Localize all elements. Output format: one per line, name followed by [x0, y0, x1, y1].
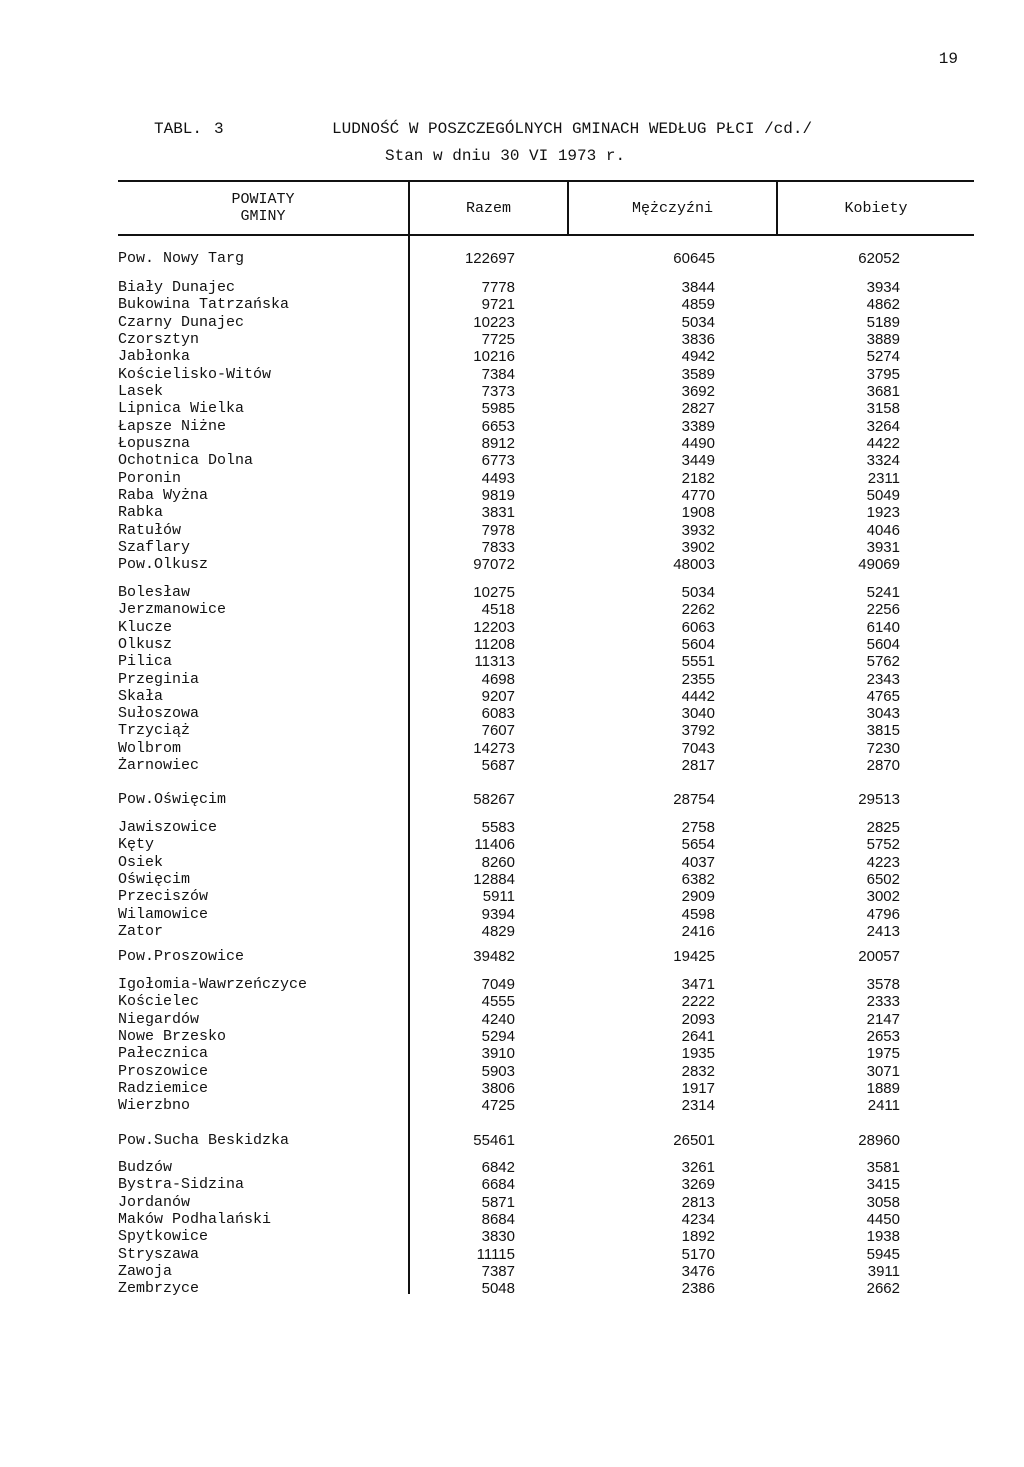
razem-value: 7049 — [481, 976, 515, 993]
razem-value: 7725 — [481, 330, 515, 348]
gmina-name: Poronin — [118, 469, 182, 487]
gmina-row — [0, 487, 1024, 504]
kobiety-value: 3058 — [866, 1193, 900, 1211]
gmina-name: Biały Dunajec — [118, 279, 236, 296]
gmina-name: Trzyciąż — [118, 722, 191, 740]
mezczyzni-value: 26501 — [673, 1132, 715, 1149]
gmina-name: Osiek — [118, 853, 164, 871]
mezczyzni-value: 6063 — [681, 618, 715, 636]
razem-value: 11406 — [474, 836, 515, 854]
razem-value: 8684 — [481, 1210, 515, 1228]
razem-value: 11208 — [474, 635, 515, 653]
powiat-name: Pow.Oświęcim — [118, 791, 227, 808]
gmina-row — [0, 348, 1024, 365]
mezczyzni-value: 2222 — [681, 993, 715, 1011]
gmina-row — [0, 1045, 1024, 1062]
razem-value: 4829 — [481, 922, 515, 940]
kobiety-value: 2413 — [866, 922, 900, 940]
gmina-row — [0, 522, 1024, 539]
kobiety-value: 3581 — [866, 1159, 900, 1176]
razem-value: 11313 — [474, 653, 515, 671]
kobiety-value: 3578 — [866, 976, 900, 993]
mezczyzni-value: 2813 — [681, 1193, 715, 1211]
razem-value: 4493 — [481, 469, 515, 487]
gmina-name: Zembrzyce — [118, 1280, 200, 1298]
table-number: 3 — [214, 120, 224, 138]
razem-value: 6083 — [481, 705, 515, 723]
razem-value: 9394 — [481, 905, 515, 923]
mezczyzni-value: 2827 — [681, 400, 715, 418]
razem-value: 7373 — [481, 382, 515, 400]
gmina-name: Kościelisko-Witów — [118, 365, 272, 383]
gmina-row — [0, 688, 1024, 705]
razem-value: 12884 — [473, 870, 515, 888]
gmina-name: Rabka — [118, 504, 164, 522]
kobiety-value: 2662 — [866, 1280, 900, 1298]
kobiety-value: 4862 — [866, 296, 900, 314]
powiat-name: Pow.Sucha Beskidzka — [118, 1132, 290, 1149]
gmina-name: Bukowina Tatrzańska — [118, 296, 290, 314]
mezczyzni-value: 4770 — [681, 486, 715, 504]
mezczyzni-value: 3902 — [681, 538, 715, 556]
gmina-name: Wierzbno — [118, 1097, 191, 1115]
gmina-row — [0, 504, 1024, 521]
razem-value: 55461 — [473, 1132, 515, 1149]
gmina-name: Czarny Dunajec — [118, 313, 245, 331]
razem-value: 58267 — [473, 791, 515, 808]
gmina-name: Jerzmanowice — [118, 601, 227, 619]
gmina-name: Skała — [118, 687, 164, 705]
razem-value: 9721 — [481, 296, 515, 314]
mezczyzni-value: 3932 — [681, 521, 715, 539]
razem-value: 3830 — [481, 1228, 515, 1246]
kobiety-value: 3002 — [866, 888, 900, 906]
gmina-row — [0, 740, 1024, 757]
mezczyzni-value: 3836 — [681, 330, 715, 348]
gmina-name: Niegardów — [118, 1010, 200, 1028]
razem-value: 6773 — [481, 452, 515, 470]
gmina-row — [0, 601, 1024, 618]
gmina-row — [0, 584, 1024, 601]
gmina-name: Przeciszów — [118, 888, 209, 906]
powiat-name: Pow.Proszowice — [118, 948, 245, 965]
razem-value: 11115 — [476, 1245, 515, 1263]
mezczyzni-value: 2386 — [681, 1280, 715, 1298]
mezczyzni-value: 3389 — [681, 417, 715, 435]
gmina-row — [0, 1080, 1024, 1097]
razem-value: 12203 — [473, 618, 515, 636]
gmina-row — [0, 1263, 1024, 1280]
gmina-row — [0, 976, 1024, 993]
gmina-name: Kościelec — [118, 993, 200, 1011]
kobiety-value: 6502 — [866, 870, 900, 888]
gmina-row — [0, 1280, 1024, 1297]
razem-value: 39482 — [473, 948, 515, 965]
mezczyzni-value: 5034 — [681, 313, 715, 331]
gmina-name: Maków Podhalański — [118, 1210, 272, 1228]
razem-value: 5583 — [481, 819, 515, 836]
gmina-row — [0, 1097, 1024, 1114]
header-gminy: GMINY — [240, 208, 286, 225]
razem-value: 7607 — [481, 722, 515, 740]
kobiety-value: 28960 — [858, 1132, 900, 1149]
kobiety-value: 4422 — [866, 434, 900, 452]
mezczyzni-value: 1908 — [681, 504, 715, 522]
powiat-name: Pow.Olkusz — [118, 556, 209, 573]
razem-value: 4518 — [481, 601, 515, 619]
gmina-name: Czorsztyn — [118, 330, 200, 348]
gmina-name: Łopuszna — [118, 434, 191, 452]
kobiety-value: 1923 — [866, 504, 900, 522]
gmina-row — [0, 722, 1024, 739]
gmina-name: Ratułów — [118, 521, 182, 539]
mezczyzni-value: 28754 — [673, 791, 715, 808]
kobiety-value: 3889 — [866, 330, 900, 348]
kobiety-value: 20057 — [858, 948, 900, 965]
razem-value: 7833 — [481, 538, 515, 556]
gmina-name: Szaflary — [118, 538, 191, 556]
gmina-row — [0, 539, 1024, 556]
gmina-row — [0, 871, 1024, 888]
razem-value: 6684 — [481, 1176, 515, 1194]
gmina-row — [0, 653, 1024, 670]
mezczyzni-value: 4490 — [681, 434, 715, 452]
mezczyzni-value: 5654 — [681, 836, 715, 854]
gmina-name: Lipnica Wielka — [118, 400, 245, 418]
razem-value: 7387 — [481, 1262, 515, 1280]
razem-value: 5871 — [481, 1193, 515, 1211]
gmina-name: Radziemice — [118, 1079, 209, 1097]
header-mezczyzni: Mężczyźni — [631, 199, 713, 217]
kobiety-value: 2333 — [866, 993, 900, 1011]
mezczyzni-value: 5604 — [681, 635, 715, 653]
mezczyzni-value: 4442 — [681, 687, 715, 705]
gmina-name: Jabłonka — [118, 348, 191, 366]
razem-value: 10223 — [473, 313, 515, 331]
kobiety-value: 1975 — [866, 1045, 900, 1063]
razem-value: 3831 — [481, 504, 515, 522]
razem-value: 4240 — [481, 1010, 515, 1028]
gmina-name: Wolbrom — [118, 739, 182, 757]
kobiety-value: 5752 — [866, 836, 900, 854]
razem-value: 122697 — [464, 250, 515, 267]
mezczyzni-value: 3449 — [681, 452, 715, 470]
kobiety-value: 2411 — [867, 1097, 900, 1115]
mezczyzni-value: 3261 — [681, 1159, 715, 1176]
gmina-row — [0, 1176, 1024, 1193]
kobiety-value: 3158 — [866, 400, 900, 418]
gmina-row — [0, 452, 1024, 469]
kobiety-value: 5274 — [866, 348, 900, 366]
gmina-name: Budzów — [118, 1159, 173, 1176]
gmina-row — [0, 314, 1024, 331]
mezczyzni-value: 4942 — [681, 348, 715, 366]
gmina-row — [0, 470, 1024, 487]
kobiety-value: 2343 — [866, 670, 900, 688]
mezczyzni-value: 2093 — [681, 1010, 715, 1028]
gmina-name: Spytkowice — [118, 1228, 209, 1246]
kobiety-value: 4223 — [866, 853, 900, 871]
gmina-row — [0, 366, 1024, 383]
mezczyzni-value: 2182 — [681, 469, 715, 487]
kobiety-value: 2870 — [866, 757, 900, 774]
kobiety-value: 1889 — [866, 1079, 900, 1097]
gmina-name: Pałecznica — [118, 1045, 209, 1063]
gmina-row — [0, 331, 1024, 348]
razem-value: 3806 — [481, 1079, 515, 1097]
mezczyzni-value: 3040 — [681, 705, 715, 723]
gmina-name: Bystra-Sidzina — [118, 1176, 245, 1194]
gmina-name: Olkusz — [118, 635, 173, 653]
mezczyzni-value: 2758 — [681, 819, 715, 836]
kobiety-value: 2147 — [866, 1010, 900, 1028]
kobiety-value: 3795 — [866, 365, 900, 383]
kobiety-value: 2653 — [866, 1027, 900, 1045]
gmina-name: Igołomia-Wawrzeńczyce — [118, 976, 308, 993]
gmina-name: Nowe Brzesko — [118, 1027, 227, 1045]
kobiety-value: 2311 — [867, 469, 900, 487]
gmina-name: Kęty — [118, 836, 155, 854]
gmina-row — [0, 1228, 1024, 1245]
kobiety-value: 3071 — [866, 1062, 900, 1080]
razem-value: 4725 — [481, 1097, 515, 1115]
kobiety-value: 49069 — [858, 556, 900, 573]
powiat-row — [0, 1132, 1024, 1149]
mezczyzni-value: 2832 — [681, 1062, 715, 1080]
gmina-row — [0, 383, 1024, 400]
razem-value: 10275 — [473, 584, 515, 601]
mezczyzni-value: 2909 — [681, 888, 715, 906]
gmina-row — [0, 1211, 1024, 1228]
kobiety-value: 6140 — [866, 618, 900, 636]
powiat-row — [0, 948, 1024, 965]
kobiety-value: 3934 — [866, 279, 900, 296]
page-number: 19 — [938, 50, 958, 68]
kobiety-value: 4765 — [866, 687, 900, 705]
gmina-row — [0, 400, 1024, 417]
mezczyzni-value: 3471 — [681, 976, 715, 993]
mezczyzni-value: 3476 — [681, 1262, 715, 1280]
kobiety-value: 5049 — [866, 486, 900, 504]
mezczyzni-value: 2817 — [681, 757, 715, 774]
gmina-row — [0, 435, 1024, 452]
kobiety-value: 29513 — [858, 791, 900, 808]
header-razem: Razem — [465, 199, 511, 217]
mezczyzni-value: 48003 — [673, 556, 715, 573]
mezczyzni-value: 2355 — [681, 670, 715, 688]
mezczyzni-value: 5034 — [681, 584, 715, 601]
kobiety-value: 3681 — [866, 382, 900, 400]
kobiety-value: 3324 — [866, 452, 900, 470]
kobiety-value: 5762 — [866, 653, 900, 671]
gmina-row — [0, 705, 1024, 722]
razem-value: 7978 — [481, 521, 515, 539]
mezczyzni-value: 2314 — [681, 1097, 715, 1115]
gmina-name: Żarnowiec — [118, 757, 200, 774]
gmina-row — [0, 923, 1024, 940]
razem-value: 3910 — [481, 1045, 515, 1063]
gmina-row — [0, 1028, 1024, 1045]
razem-value: 5048 — [481, 1280, 515, 1298]
mezczyzni-value: 7043 — [681, 739, 715, 757]
gmina-name: Bolesław — [118, 584, 191, 601]
gmina-row — [0, 1063, 1024, 1080]
razem-value: 8260 — [481, 853, 515, 871]
gmina-row — [0, 993, 1024, 1010]
gmina-name: Przeginia — [118, 670, 200, 688]
gmina-row — [0, 418, 1024, 435]
mezczyzni-value: 1892 — [681, 1228, 715, 1246]
mezczyzni-value: 4598 — [681, 905, 715, 923]
gmina-name: Zawoja — [118, 1262, 173, 1280]
razem-value: 9819 — [481, 486, 515, 504]
razem-value: 10216 — [473, 348, 515, 366]
mezczyzni-value: 3692 — [681, 382, 715, 400]
header-powiaty: POWIATY — [231, 191, 295, 208]
gmina-name: Raba Wyżna — [118, 486, 209, 504]
gmina-row — [0, 906, 1024, 923]
mezczyzni-value: 1935 — [681, 1045, 715, 1063]
razem-value: 5903 — [481, 1062, 515, 1080]
mezczyzni-value: 2262 — [681, 601, 715, 619]
table-subtitle: Stan w dniu 30 VI 1973 r. — [385, 147, 626, 165]
gmina-row — [0, 888, 1024, 905]
kobiety-value: 2825 — [866, 819, 900, 836]
kobiety-value: 5604 — [866, 635, 900, 653]
kobiety-value: 7230 — [866, 739, 900, 757]
gmina-name: Jordanów — [118, 1193, 191, 1211]
kobiety-value: 3415 — [866, 1176, 900, 1194]
mezczyzni-value: 3844 — [681, 279, 715, 296]
mezczyzni-value: 4234 — [681, 1210, 715, 1228]
mezczyzni-value: 5170 — [681, 1245, 715, 1263]
kobiety-value: 4046 — [866, 521, 900, 539]
mezczyzni-value: 4037 — [681, 853, 715, 871]
gmina-row — [0, 819, 1024, 836]
kobiety-value: 3043 — [866, 705, 900, 723]
gmina-row — [0, 619, 1024, 636]
kobiety-value: 62052 — [858, 250, 900, 267]
mezczyzni-value: 5551 — [681, 653, 715, 671]
razem-value: 6842 — [481, 1159, 515, 1176]
gmina-name: Oświęcim — [118, 870, 191, 888]
gmina-name: Jawiszowice — [118, 819, 218, 836]
razem-value: 97072 — [473, 556, 515, 573]
gmina-name: Sułoszowa — [118, 705, 200, 723]
razem-value: 14273 — [473, 739, 515, 757]
gmina-row — [0, 757, 1024, 774]
gmina-row — [0, 279, 1024, 296]
kobiety-value: 3264 — [866, 417, 900, 435]
kobiety-value: 4450 — [866, 1210, 900, 1228]
gmina-name: Pilica — [118, 653, 173, 671]
razem-value: 5687 — [481, 757, 515, 774]
razem-value: 9207 — [481, 687, 515, 705]
gmina-row — [0, 854, 1024, 871]
mezczyzni-value: 19425 — [673, 948, 715, 965]
mezczyzni-value: 60645 — [673, 250, 715, 267]
kobiety-value: 3931 — [866, 538, 900, 556]
gmina-name: Stryszawa — [118, 1245, 200, 1263]
powiat-name: Pow. Nowy Targ — [118, 250, 245, 267]
gmina-row — [0, 836, 1024, 853]
kobiety-value: 3911 — [867, 1262, 900, 1280]
razem-value: 7778 — [481, 279, 515, 296]
razem-value: 8912 — [481, 434, 515, 452]
kobiety-value: 4796 — [866, 905, 900, 923]
razem-value: 5985 — [481, 400, 515, 418]
gmina-name: Łapsze Niżne — [118, 417, 227, 435]
gmina-name: Ochotnica Dolna — [118, 452, 254, 470]
gmina-row — [0, 1159, 1024, 1176]
gmina-name: Zator — [118, 922, 164, 940]
razem-value: 6653 — [481, 417, 515, 435]
kobiety-value: 5189 — [866, 313, 900, 331]
powiat-row — [0, 250, 1024, 267]
gmina-row — [0, 1011, 1024, 1028]
razem-value: 7384 — [481, 365, 515, 383]
kobiety-value: 1938 — [866, 1228, 900, 1246]
razem-value: 5294 — [481, 1027, 515, 1045]
mezczyzni-value: 2641 — [681, 1027, 715, 1045]
mezczyzni-value: 3589 — [681, 365, 715, 383]
table-label: TABL. — [154, 120, 203, 138]
razem-value: 4555 — [481, 993, 515, 1011]
gmina-row — [0, 1246, 1024, 1263]
kobiety-value: 2256 — [866, 601, 900, 619]
gmina-row — [0, 1194, 1024, 1211]
razem-value: 4698 — [481, 670, 515, 688]
powiat-row — [0, 791, 1024, 808]
gmina-name: Klucze — [118, 618, 173, 636]
gmina-row — [0, 636, 1024, 653]
mezczyzni-value: 2416 — [681, 922, 715, 940]
kobiety-value: 3815 — [866, 722, 900, 740]
mezczyzni-value: 3792 — [681, 722, 715, 740]
kobiety-value: 5241 — [866, 584, 900, 601]
gmina-name: Wilamowice — [118, 905, 209, 923]
gmina-row — [0, 296, 1024, 313]
gmina-name: Lasek — [118, 382, 164, 400]
gmina-row — [0, 671, 1024, 688]
kobiety-value: 5945 — [866, 1245, 900, 1263]
mezczyzni-value: 1917 — [681, 1079, 715, 1097]
gmina-name: Proszowice — [118, 1062, 209, 1080]
mezczyzni-value: 6382 — [681, 870, 715, 888]
mezczyzni-value: 3269 — [681, 1176, 715, 1194]
mezczyzni-value: 4859 — [681, 296, 715, 314]
razem-value: 5911 — [482, 888, 515, 906]
header-kobiety: Kobiety — [844, 199, 908, 217]
table-title-text: LUDNOŚĆ W POSZCZEGÓLNYCH GMINACH WEDŁUG PŁCI /cd./ — [332, 120, 813, 138]
powiat-row — [0, 556, 1024, 573]
